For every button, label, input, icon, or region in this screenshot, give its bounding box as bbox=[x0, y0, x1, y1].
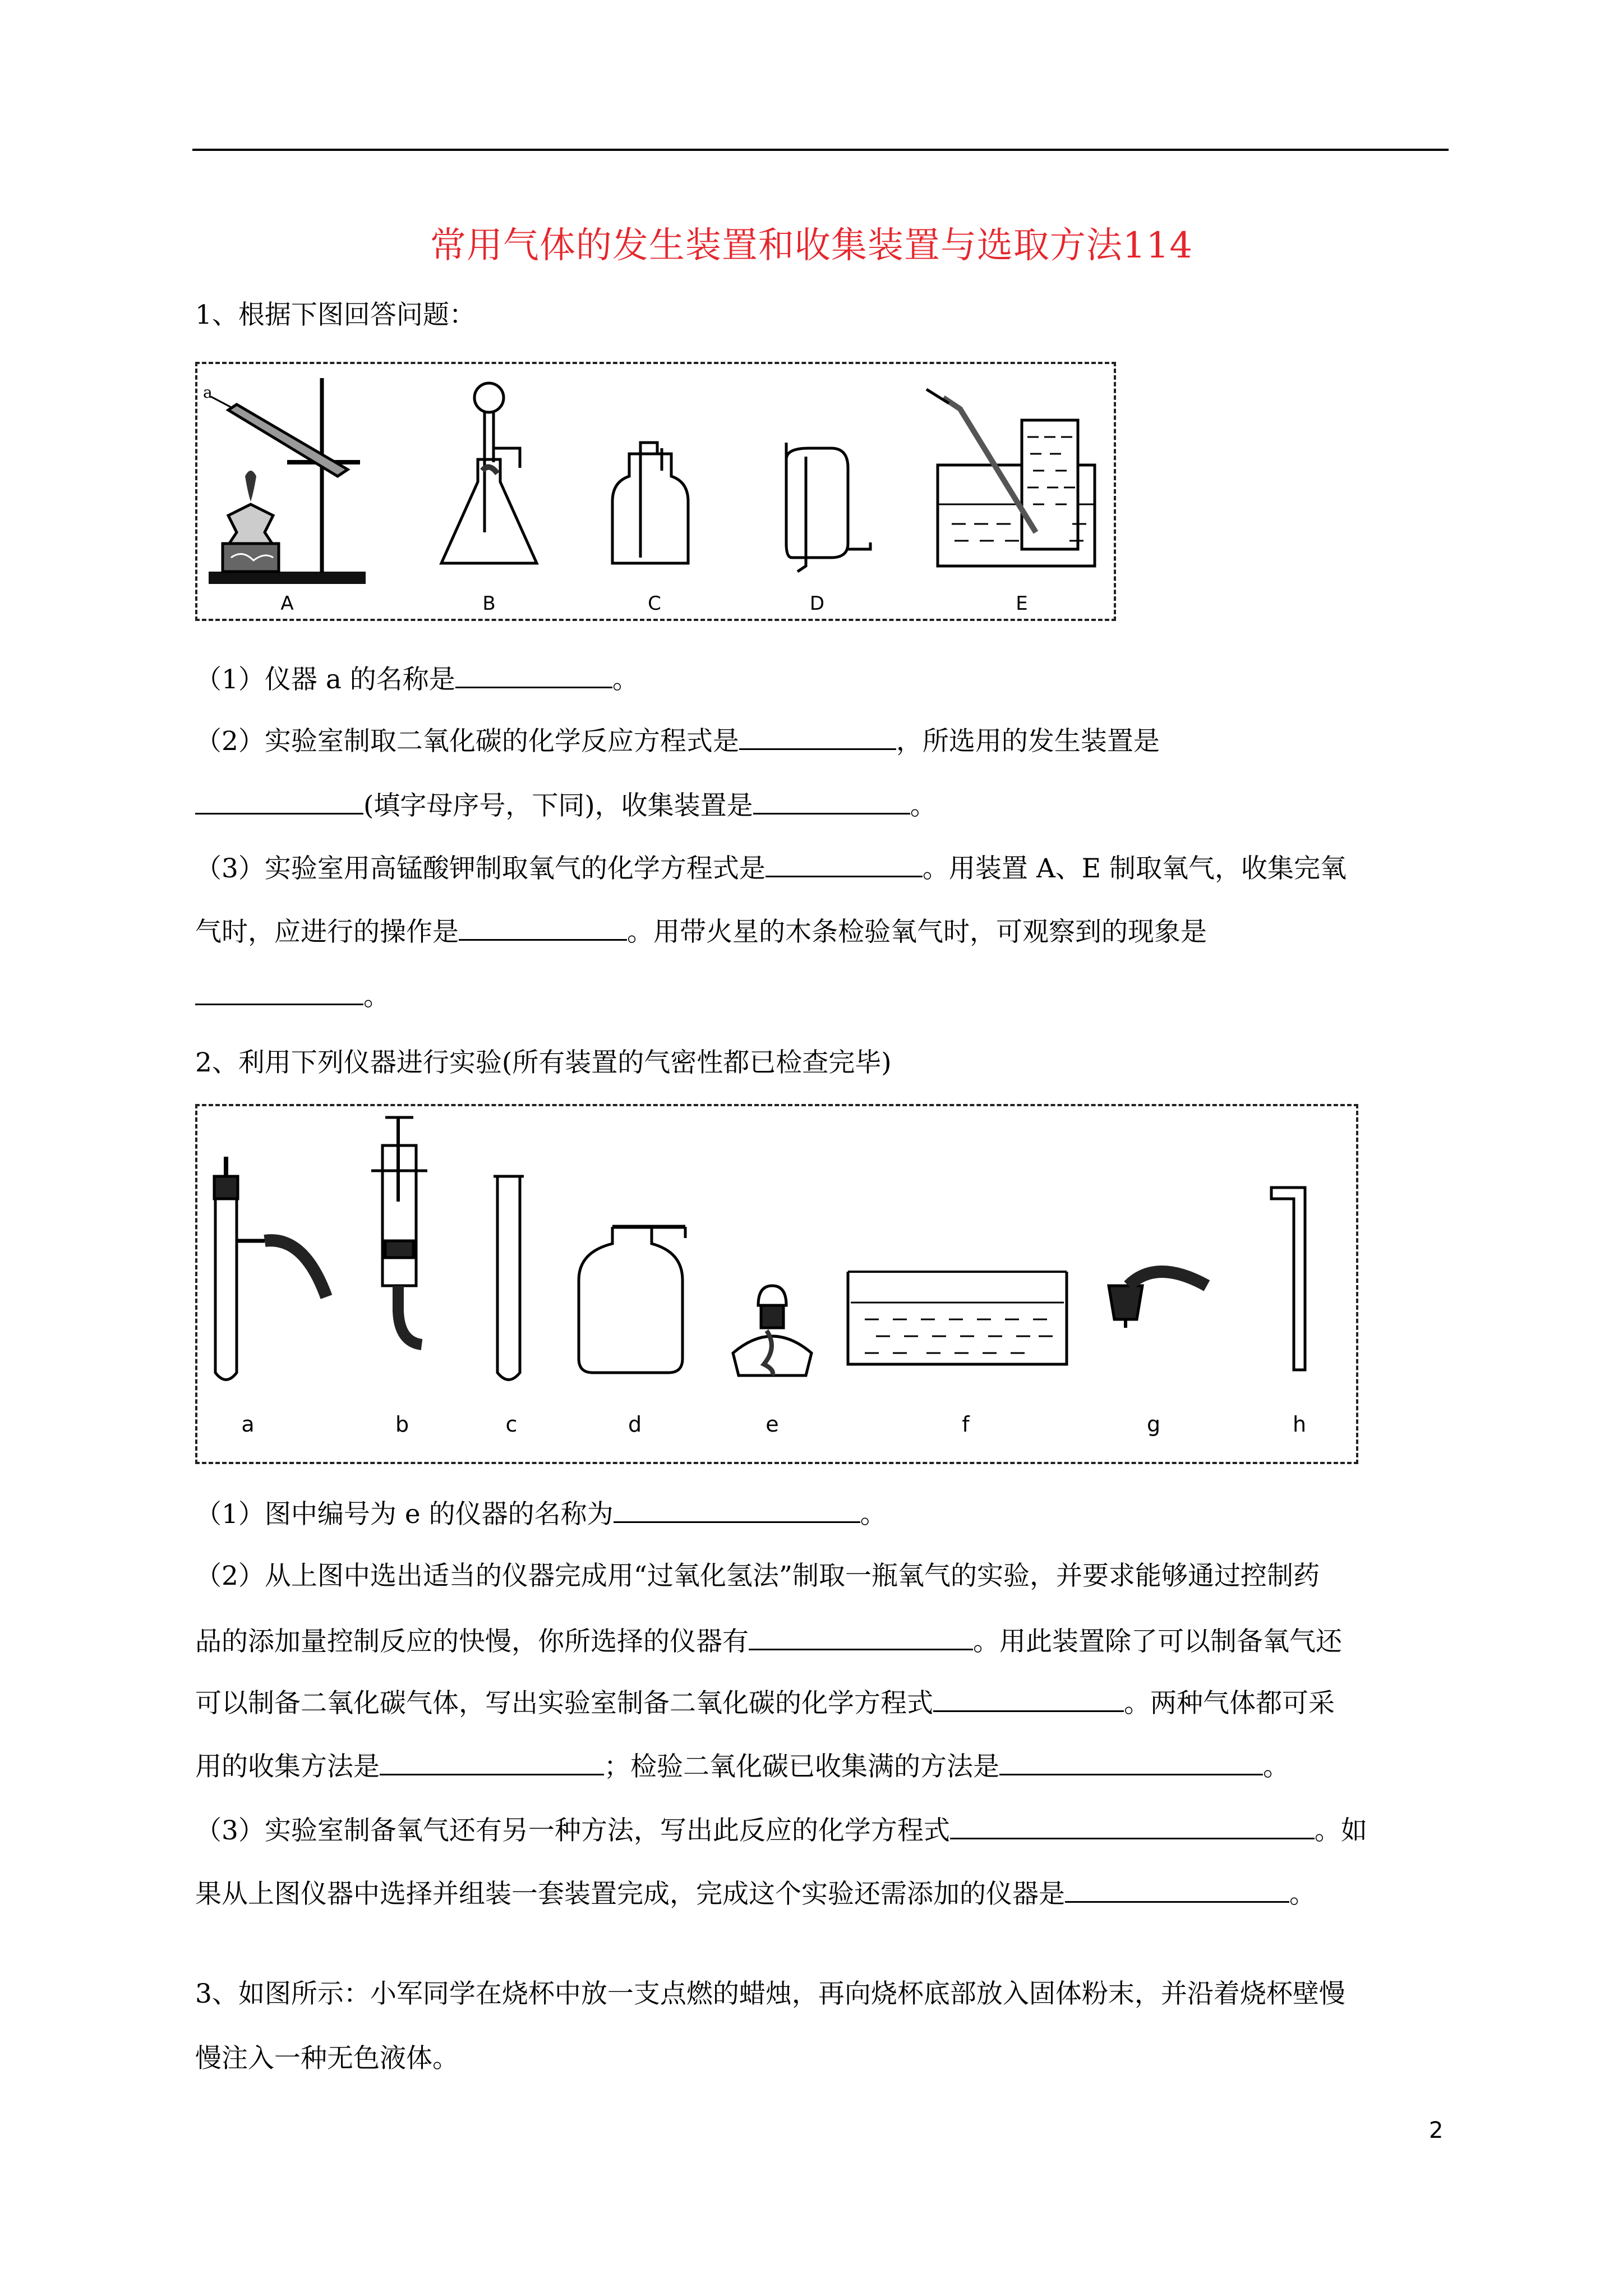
q2-apparatus-drawing bbox=[197, 1106, 1361, 1466]
q2-part2-cont: 品的添加量控制反应的快慢，你所选择的仪器有 。用此装置除了可以制备氧气还 bbox=[195, 1624, 1342, 1659]
q2-part2-cont3: 用的收集方法是 ；检验二氧化碳已收集满的方法是 。 bbox=[195, 1749, 1289, 1784]
q1-part3-cont: 气时，应进行的操作是 。用带火星的木条检验氧气时，可观察到的现象是 bbox=[195, 914, 1207, 949]
answer-blank[interactable] bbox=[766, 851, 923, 877]
q2-apparatus-h bbox=[1271, 1188, 1305, 1370]
q2-part1: （1）图中编号为 e 的仪器的名称为 。 bbox=[195, 1497, 887, 1531]
fig2-label-e: e bbox=[766, 1412, 779, 1437]
q2-stem: 2、利用下列仪器进行实验(所有装置的气密性都已检查完毕) bbox=[195, 1047, 892, 1078]
q1-apparatus-a bbox=[203, 378, 366, 584]
q2-part2-cont2: 可以制备二氧化碳气体，写出实验室制备二氧化碳的化学方程式 。两种气体都可采 bbox=[195, 1686, 1335, 1720]
answer-blank[interactable] bbox=[195, 788, 363, 815]
answer-blank[interactable] bbox=[933, 1686, 1124, 1712]
page-title: 常用气体的发生装置和收集装置与选取方法114 bbox=[430, 225, 1193, 266]
fig2-label-h: h bbox=[1292, 1412, 1307, 1437]
fig2-label-d: d bbox=[628, 1412, 642, 1437]
q2-part2: （2）从上图中选出适当的仪器完成用“过氧化氢法”制取一瓶氧气的实验，并要求能够通过控制药 bbox=[195, 1561, 1320, 1591]
q3-stem-cont: 慢注入一种无色液体。 bbox=[195, 2043, 459, 2074]
instrument-a-label: a bbox=[203, 383, 213, 402]
q1-part2: （2）实验室制取二氧化碳的化学反应方程式是 ，所选用的发生装置是 bbox=[195, 724, 1160, 758]
q1-stem: 1、根据下图回答问题： bbox=[195, 300, 476, 330]
fig1-label-b: B bbox=[482, 592, 496, 615]
answer-blank[interactable] bbox=[749, 1624, 973, 1650]
q3-stem: 3、如图所示：小军同学在烧杯中放一支点燃的蜡烛，再向烧杯底部放入固体粉末，并沿着烧杯壁慢 bbox=[195, 1978, 1345, 2009]
fig2-label-b: b bbox=[395, 1412, 409, 1437]
q1-part3: （3）实验室用高锰酸钾制取氧气的化学方程式是 。用装置 A、E 制取氧气，收集完氧 bbox=[195, 851, 1347, 886]
q2-apparatus-d bbox=[579, 1227, 685, 1373]
answer-blank[interactable] bbox=[753, 788, 910, 815]
q2-apparatus-e bbox=[733, 1286, 811, 1375]
q2-figure bbox=[195, 1104, 1358, 1464]
q2-apparatus-c bbox=[494, 1176, 524, 1380]
answer-blank[interactable] bbox=[455, 662, 612, 688]
fig1-label-d: D bbox=[809, 592, 825, 615]
q2-apparatus-g bbox=[1109, 1272, 1207, 1328]
q1-apparatus-drawing bbox=[197, 364, 1118, 623]
header-rule bbox=[192, 149, 1449, 151]
q1-apparatus-d bbox=[786, 443, 870, 572]
q1-apparatus-c bbox=[612, 443, 688, 563]
q1-part1: （1）仪器 a 的名称是 。 bbox=[195, 662, 639, 697]
fig2-label-g: g bbox=[1146, 1412, 1161, 1437]
q2-part3: （3）实验室制备氧气还有另一种方法，写出此反应的化学方程式 。如 bbox=[195, 1813, 1367, 1848]
answer-blank[interactable] bbox=[380, 1749, 604, 1775]
q1-apparatus-b bbox=[441, 383, 537, 563]
fig1-label-a: A bbox=[280, 592, 294, 615]
fig1-label-c: C bbox=[648, 592, 661, 615]
q2-apparatus-b bbox=[371, 1117, 427, 1345]
answer-blank[interactable] bbox=[195, 979, 363, 1005]
fig1-label-e: E bbox=[1016, 592, 1028, 615]
answer-blank[interactable] bbox=[950, 1813, 1315, 1839]
q2-part3-cont: 果从上图仪器中选择并组装一套装置完成，完成这个实验还需添加的仪器是 。 bbox=[195, 1876, 1316, 1911]
q1-part2-cont: (填字母序号，下同)，收集装置是 。 bbox=[195, 788, 937, 823]
answer-blank[interactable] bbox=[1065, 1876, 1289, 1903]
answer-blank[interactable] bbox=[739, 724, 896, 750]
q2-apparatus-a bbox=[214, 1157, 326, 1380]
answer-blank[interactable] bbox=[999, 1749, 1263, 1775]
fig2-label-f: f bbox=[962, 1412, 970, 1437]
answer-blank[interactable] bbox=[459, 914, 627, 941]
fig2-label-c: c bbox=[505, 1412, 518, 1437]
q1-part3-end: 。 bbox=[195, 979, 390, 1014]
q1-figure bbox=[195, 362, 1116, 621]
page-number: 2 bbox=[1429, 2118, 1444, 2143]
answer-blank[interactable] bbox=[614, 1497, 860, 1523]
q2-apparatus-f bbox=[848, 1272, 1067, 1364]
fig2-label-a: a bbox=[241, 1412, 255, 1437]
q1-apparatus-e bbox=[926, 389, 1095, 566]
